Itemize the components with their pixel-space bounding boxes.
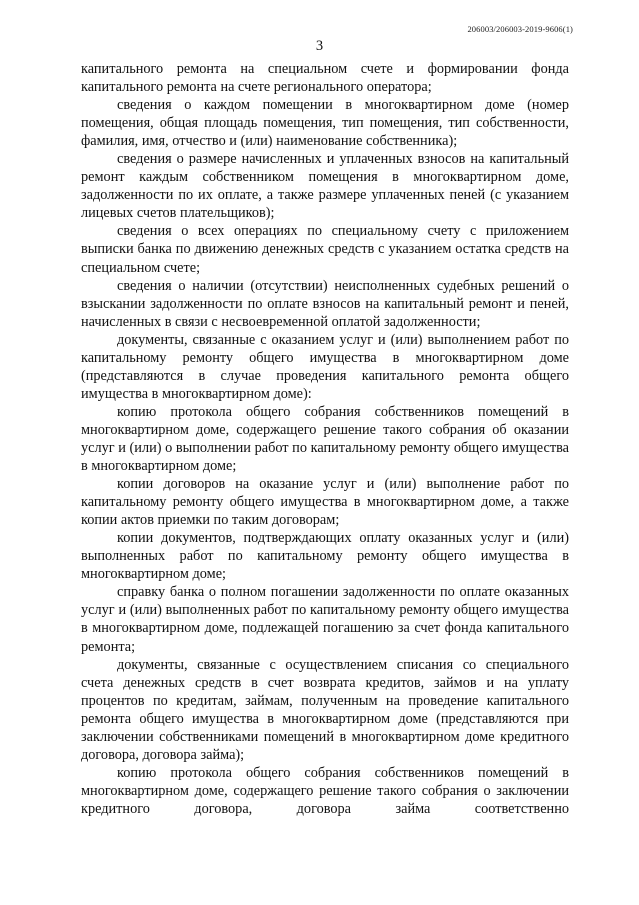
document-id: 206003/206003-2019-9606(1) — [467, 24, 573, 34]
paragraph: сведения о наличии (отсутствии) неисполненных судебных решений о взыскании задолженности по оплате взносов на капитальный ремонт и пеней, начисленных в связи с несвоевременной оплатой задолженности; — [81, 277, 569, 330]
paragraph: справку банка о полном погашении задолженности по оплате оказанных услуг и (или) выполненных работ по капитальному ремонту общего имущества в многоквартирном доме, подлежащей погашению за счет фонда капитального ремонта; — [81, 584, 569, 655]
page-number: 3 — [315, 38, 324, 54]
document-body — [81, 60, 569, 818]
paragraph: сведения о каждом помещении в многоквартирном доме (номер помещения, общая площадь помещения, тип помещения, тип собственности, фамилия, имя, отчество и (или) наименование собственника); — [81, 97, 569, 150]
paragraph: капитального ремонта на специальном счете и формировании фонда капитального ремонта на счете регионального оператора; — [81, 61, 569, 96]
paragraph: копии документов, подтверждающих оплату оказанных услуг и (или) выполненных работ по капитальному ремонту общего имущества в многоквартирном доме; — [81, 530, 569, 583]
paragraph: документы, связанные с осуществлением списания со специального счета денежных средств в счет возврата кредитов, займов и на уплату процентов по кредитам, займам, полученным на проведение капитального ремонта общего имущества в многоквартирном доме (представляются при заключении собственниками помещений в многоквартирном доме кредитного договора, договора займа); — [81, 656, 569, 763]
paragraph: документы, связанные с оказанием услуг и (или) выполнением работ по капитальному ремонту общего имущества в многоквартирном доме (представляются в случае проведения капитального ремонта общего имущества в многоквартирном доме): — [81, 331, 569, 402]
paragraph: сведения о всех операциях по специальному счету с приложением выписки банка по движению денежных средств с указанием остатка средств на специальном счете; — [81, 223, 569, 276]
paragraph: сведения о размере начисленных и уплаченных взносов на капитальный ремонт каждым собственником помещения в многоквартирном доме, задолженности по их оплате, а также размере уплаченных пеней (с указанием лицевых счетов плательщиков); — [81, 151, 569, 222]
paragraph: копию протокола общего собрания собственников помещений в многоквартирном доме, содержащего решение такого собрания об оказании услуг и (или) о выполнении работ по капитальному ремонту общего имущества в многоквартирном доме; — [81, 403, 569, 475]
paragraph: копии договоров на оказание услуг и (или) выполнение работ по капитальному ремонту общего имущества в многоквартирном доме, а также копии актов приемки по таким договорам; — [81, 476, 569, 529]
paragraph: копию протокола общего собрания собственников помещений в многоквартирном доме, содержащего решение такого собрания о заключении кредитного договора, договора займа соответственно — [81, 764, 569, 817]
